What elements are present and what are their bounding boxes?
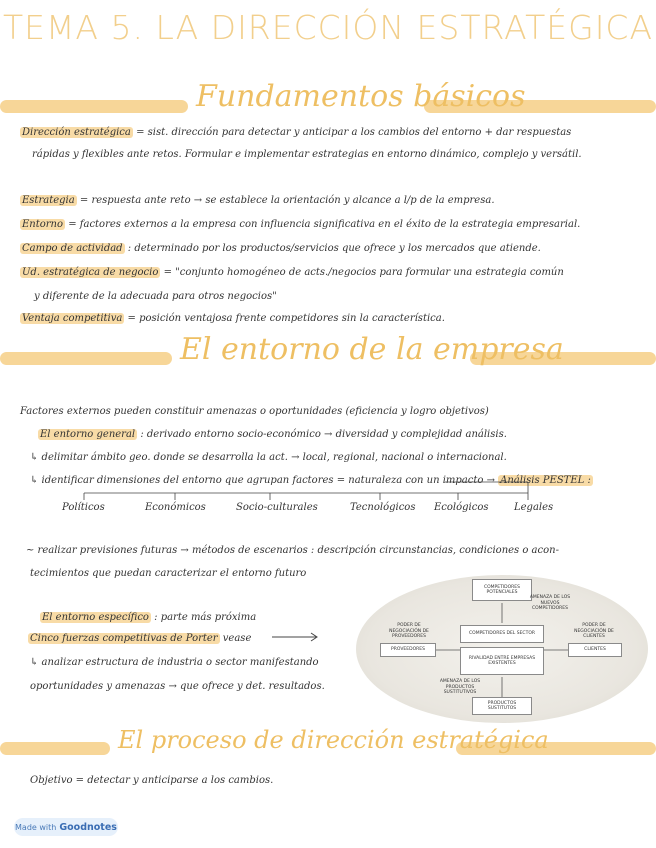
porter-rivalry: RIVALIDAD ENTRE EMPRESAS EXISTENTES [460, 647, 544, 675]
pestel-item: Socio-culturales [236, 502, 318, 513]
term-highlight: Campo de actividad [22, 243, 123, 254]
text-line: ↳ analizar estructura de industria o sector manifestando [30, 657, 319, 668]
pestel-item: Políticos [62, 502, 105, 513]
text-line: rápidas y flexibles ante retos. Formular e implementar estrategias en entorno dinámico, complejo y versátil. [32, 149, 582, 160]
porter-label-power-suppliers: PODER DE NEGOCIACIÓN DE PROVEEDORES [389, 623, 429, 639]
term-highlight: Cinco fuerzas competitivas de Porter [30, 633, 218, 644]
pestel-item: Tecnológicos [350, 502, 416, 513]
text-line: y diferente de la adecuada para otros negocios" [34, 291, 277, 302]
term-highlight: Análisis PESTEL : [500, 475, 591, 486]
text-line [28, 632, 251, 645]
text-line: Objetivo = detectar y anticiparse a los cambios. [30, 775, 274, 786]
definition-text: = posición ventajosa frente competidores sin la característica. [127, 313, 445, 324]
pestel-item: Ecológicos [434, 502, 489, 513]
text-line: tecimientos que puedan caracterizar el entorno futuro [30, 568, 307, 579]
badge-brand: Goodnotes [59, 821, 117, 833]
term-highlight: Ventaja competitiva [22, 313, 123, 324]
text-line: Factores externos pueden constituir amenazas o oportunidades (eficiencia y logro objetivos) [20, 406, 489, 417]
term-highlight: Ud. estratégica de negocio [22, 267, 159, 278]
definition-text: : determinado por los productos/servicios que ofrece y los mercados que atiende. [127, 243, 541, 254]
definition-text: ↳ identificar dimensiones del entorno que agrupan factores = naturaleza con un impacto → [30, 475, 495, 486]
term-highlight: El entorno general [40, 429, 136, 440]
definition-text: : derivado entorno socio-económico → diversidad y complejidad análisis. [140, 429, 507, 440]
text-line: oportunidades y amenazas → que ofrece y det. resultados. [30, 681, 325, 692]
text-line: ↳ delimitar ámbito geo. donde se desarrolla la act. → local, regional, nacional o internacional. [30, 452, 507, 463]
section-heading-fundamentos: Fundamentos básicos [196, 79, 526, 114]
badge-prefix: Made with [15, 822, 57, 832]
porter-sector-competitors: COMPETIDORES DEL SECTOR [460, 625, 544, 643]
definition-text: = respuesta ante reto → se establece la orientación y alcance a l/p de la empresa. [79, 195, 495, 206]
term-highlight: Estrategia [22, 195, 75, 206]
definition-text: = factores externos a la empresa con influencia significativa en el éxito de la estrategia empresarial. [68, 219, 581, 230]
porter-potential-competitors: COMPETIDORES POTENCIALES [472, 579, 532, 601]
text-line [40, 611, 256, 624]
term-highlight: Dirección estratégica [22, 127, 131, 138]
made-with-goodnotes-badge[interactable] [14, 818, 118, 836]
porter-five-forces-diagram [356, 575, 648, 723]
text-line: ~ realizar previsiones futuras → métodos de escenarios : descripción circunstancias, condiciones o acon- [26, 545, 559, 556]
section-divider [0, 742, 110, 755]
porter-suppliers: PROVEEDORES [380, 643, 436, 657]
definition-text: = sist. dirección para detectar y anticipar a los cambios del entorno + dar respuestas [136, 127, 572, 138]
definition-text: = "conjunto homogéneo de acts./negocios para formular una estrategia común [163, 267, 564, 278]
porter-substitutes: PRODUCTOS SUSTITUTOS [472, 697, 532, 715]
term-highlight: El entorno específico [42, 612, 149, 623]
definition-text: : parte más próxima [154, 612, 257, 623]
pestel-item: Económicos [145, 502, 206, 513]
definition-text: vease [222, 633, 252, 644]
porter-label-power-clients: PODER DE NEGOCIACIÓN DE CLIENTES [574, 623, 614, 639]
section-heading-entorno: El entorno de la empresa [180, 332, 564, 367]
pestel-item: Legales [514, 502, 554, 513]
porter-label-threat-substitutes: AMENAZA DE LOS PRODUCTOS SUSTITUTIVOS [439, 679, 481, 695]
term-highlight: Entorno [22, 219, 64, 230]
porter-clients: CLIENTES [568, 643, 622, 657]
section-heading-proceso: El proceso de dirección estratégica [118, 726, 549, 754]
porter-label-threat-new: AMENAZA DE LOS NUEVOS COMPETIDORES [529, 595, 571, 611]
page-title: TEMA 5. LA DIRECCIÓN ESTRATÉGICA [2, 8, 654, 47]
